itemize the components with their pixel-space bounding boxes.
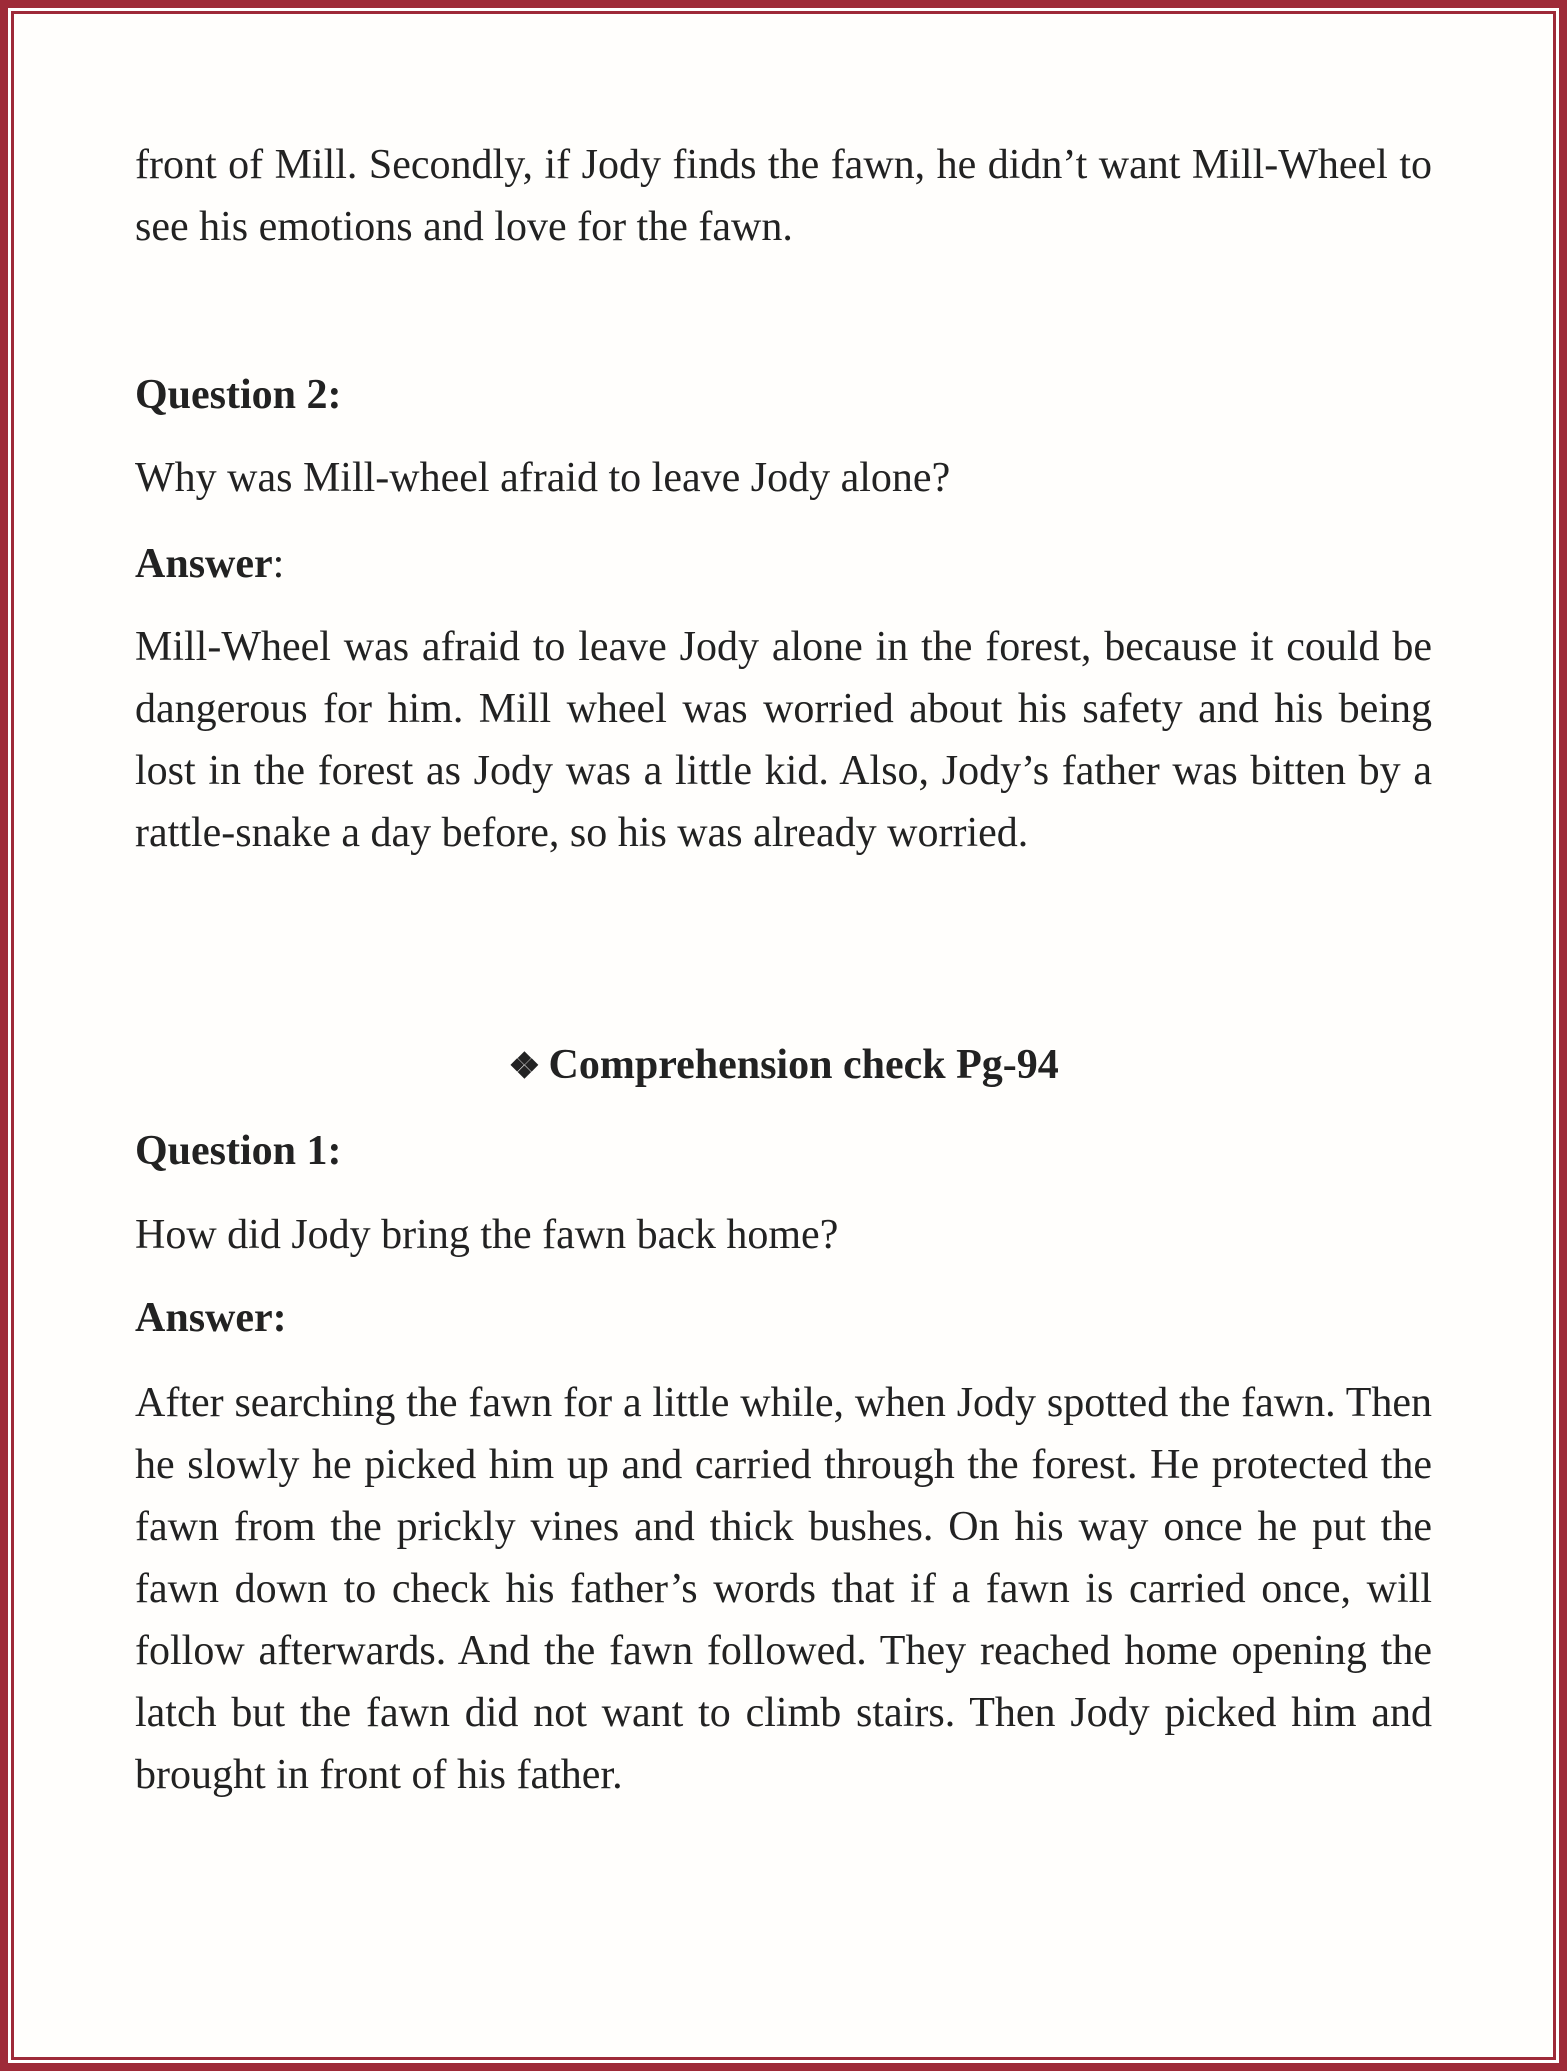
section-title: Comprehension check Pg-94 [548, 1042, 1059, 1088]
question-2-text: Why was Mill-wheel afraid to leave Jody alone? [135, 455, 951, 501]
question-2-heading: Question 2: [135, 372, 342, 418]
answer-colon: : [272, 541, 285, 587]
answer-2-text: Mill-Wheel was afraid to leave Jody alone in the forest, because it could be dangerous for him. Mill wheel was worried about his safety and his being lost in the forest as Jody was a little kid. Also, Jody’s father was bitten by a rattle-snake a day before, so his was already worried. [135, 624, 1432, 856]
continuation-paragraph: front of Mill. Secondly, if Jody finds the fawn, he didn’t want Mill-Wheel to see his emotions and love for the fawn. [135, 142, 1432, 250]
answer-1-label: Answer: [135, 1295, 287, 1341]
answer-label: Answer [135, 541, 273, 587]
question-1-heading: Question 1: [135, 1128, 342, 1174]
question-1-text: How did Jody bring the fawn back home? [135, 1212, 839, 1258]
section-heading [135, 1034, 1432, 1097]
answer-1-text: After searching the fawn for a little while, when Jody spotted the fawn. Then he slowly he picked him up and carried through the forest. He protected the fawn from the prickly vines and thick bushes. On his way once he put the fawn down to check his father’s words that if a fawn is carried once, will follow afterwards. And the fawn followed. They reached home opening the latch but the fawn did not want to climb stairs. Then Jody picked him and brought in front of his father. [135, 1380, 1432, 1798]
diamond-bullet-icon: ❖ [508, 1046, 541, 1086]
answer-2-label [135, 533, 1432, 595]
